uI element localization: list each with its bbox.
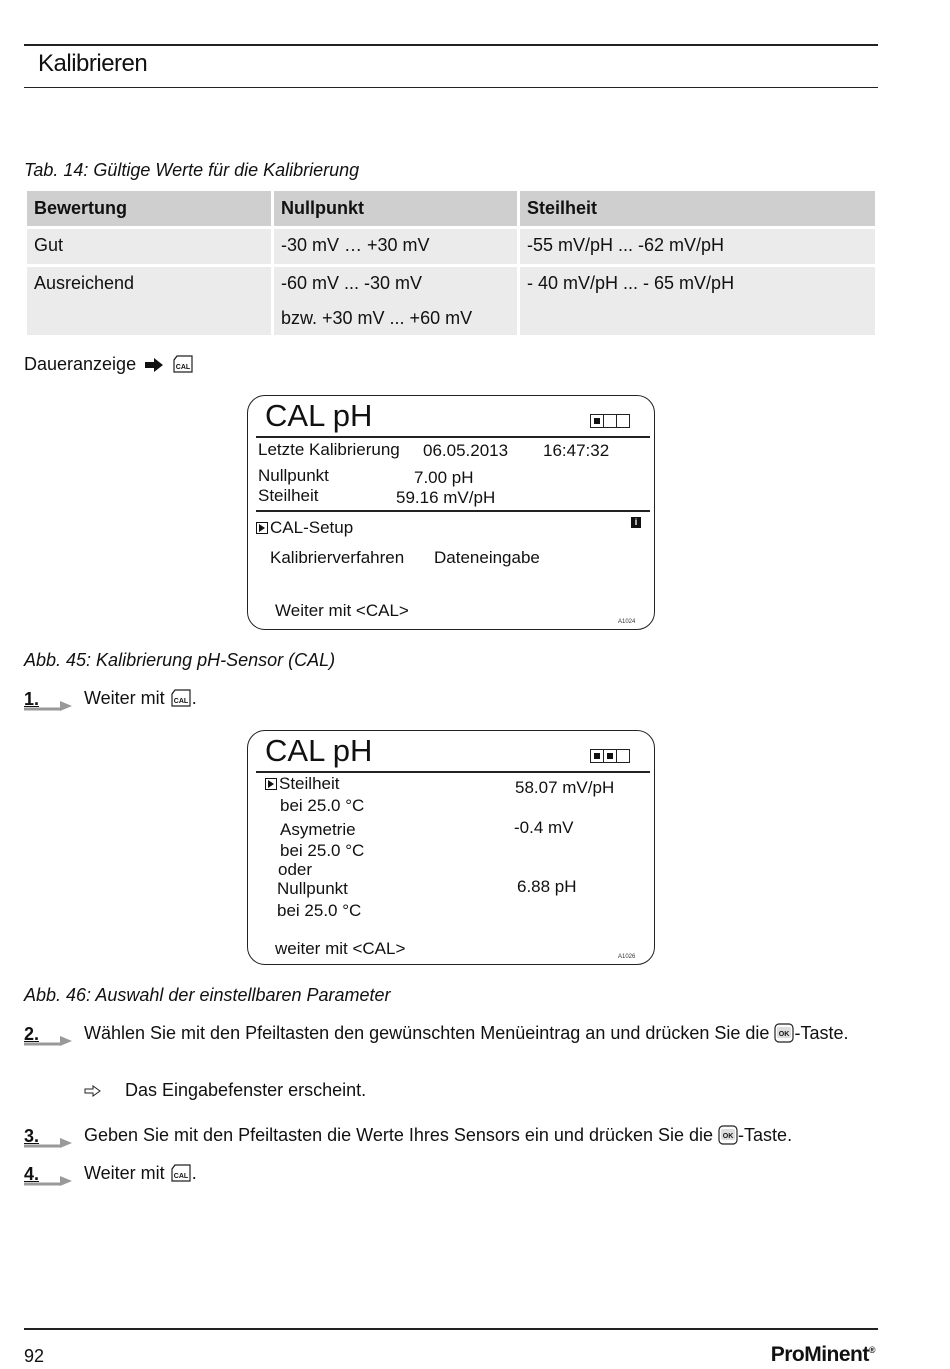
footer-rule [24,1328,878,1330]
display-divider [256,436,650,438]
header-rule-bottom [24,87,878,88]
figure-caption-46: Abb. 46: Auswahl der einstellbaren Parameter [24,985,391,1005]
last-calibration-time: 16:47:32 [543,441,610,460]
table-row [27,229,875,264]
figure-ref: A1026 [618,954,636,960]
table-cell-rating: Ausreichend [27,267,271,335]
step-arrow-icon [24,1135,74,1154]
table-caption: Tab. 14: Gültige Werte für die Kalibrierung [24,160,360,180]
selection-arrow-icon [256,522,268,534]
step-text-main: Wählen Sie mit den Pfeiltasten den gewünschten Menüeintrag an und drücken Sie die [84,1023,770,1043]
zero-point-label: Nullpunkt [258,466,329,485]
cal-key-icon [170,1163,192,1188]
svg-text:CAL: CAL [173,698,188,705]
step-text-main: Weiter mit [84,688,165,708]
slope-label: Steilheit [258,486,319,505]
menu-item-slope[interactable] [265,774,339,794]
page-dot [590,749,604,763]
table-cell-zero-point: -30 mV … +30 mV [274,229,517,264]
display-title: CAL pH [265,733,373,768]
slope-value: 58.07 mV/pH [515,778,615,797]
step-text-end: . [191,688,197,708]
step-number: 1. [24,689,40,709]
slope-label: Steilheit [279,774,340,793]
page-dot [603,414,617,428]
brand-minent: Minent [804,1343,869,1366]
page-dot [603,749,617,763]
step-text [84,1124,864,1150]
table-row [27,267,875,335]
svg-text:OK: OK [779,1031,790,1038]
figure-ref: A1024 [618,619,636,625]
zero-point-range-1: -60 mV ... -30 mV [281,273,423,293]
brand-logo [771,1343,875,1367]
table-header-rating: Bewertung [27,191,271,226]
display-title: CAL pH [265,398,373,433]
cal-key-icon [170,688,192,713]
table-header-slope: Steilheit [520,191,875,226]
step-number: 3. [24,1126,40,1146]
menu-item-asymmetry[interactable]: Asymetrie [280,820,356,839]
header-rule-top [24,44,878,46]
asymmetry-temperature: bei 25.0 °C [280,841,365,860]
step-arrow-icon [24,1173,74,1192]
step-text-main: Geben Sie mit den Pfeiltasten die Werte Ihres Sensors ein und drücken Sie die [84,1125,714,1145]
page-indicator [591,414,630,428]
zero-point-temperature: bei 25.0 °C [277,901,362,920]
table-cell-zero-point [274,267,517,335]
display-divider [256,771,650,773]
step-number: 4. [24,1164,40,1184]
zero-point-value: 6.88 pH [517,877,577,896]
step-text-end: -Taste. [738,1125,793,1145]
or-label: oder [278,860,313,879]
page-dot [616,414,630,428]
table-cell-rating: Gut [27,229,271,264]
continue-hint: weiter mit <CAL> [275,939,406,958]
svg-text:CAL: CAL [173,1173,188,1180]
step-text [84,1022,864,1048]
slope-value: 59.16 mV/pH [396,488,496,507]
arrow-right-icon [145,356,163,377]
step-result-text: Das Eingabefenster erscheint. [125,1080,367,1100]
svg-text:OK: OK [722,1133,734,1140]
lcd-display-parameters [247,730,655,965]
selection-arrow-icon [265,778,277,790]
table-cell-slope: - 40 mV/pH ... - 65 mV/pH [520,267,875,335]
lcd-display-cal [247,395,655,630]
table-header-zero-point: Nullpunkt [274,191,517,226]
option-data-entry[interactable]: Dateneingabe [434,548,540,567]
page-number: 92 [24,1346,45,1366]
figure-caption-45: Abb. 45: Kalibrierung pH-Sensor (CAL) [24,650,336,670]
zero-point-value: 7.00 pH [414,468,474,487]
brand-pro: Pro [770,1343,805,1366]
calibration-values-table [24,188,878,338]
zero-point-range-2: bzw. +30 mV ... +60 mV [281,308,473,328]
page-dot [590,414,604,428]
menu-item-cal-setup[interactable] [256,518,353,538]
step-text [84,687,864,713]
table-cell-slope: -55 mV/pH ... -62 mV/pH [520,229,875,264]
page-dot [616,749,630,763]
ok-key-icon [774,1023,794,1048]
ok-key-icon [718,1125,738,1150]
step-text-end: -Taste. [794,1023,849,1043]
brand-registered: ® [868,1345,875,1355]
display-divider [256,510,650,512]
menu-item-zero-point[interactable]: Nullpunkt [277,879,348,898]
svg-text:CAL: CAL [175,364,191,371]
step-text [84,1162,864,1188]
asymmetry-value: -0.4 mV [514,818,574,837]
continuous-display-line [24,354,194,379]
last-calibration-date: 06.05.2013 [423,441,509,460]
step-arrow-icon [24,1033,74,1052]
page-indicator [591,749,630,763]
continuous-display-label: Daueranzeige [24,354,137,374]
cal-key-icon [172,354,194,379]
option-calibration-method[interactable]: Kalibrierverfahren [270,548,405,567]
step-text-end: . [191,1163,197,1183]
cal-setup-label: CAL-Setup [270,518,354,537]
step-number: 2. [24,1024,40,1044]
info-icon: i [631,517,641,528]
result-arrow-icon [84,1084,102,1103]
slope-temperature: bei 25.0 °C [280,796,365,815]
page-title: Kalibrieren [38,50,148,77]
step-text-main: Weiter mit [84,1163,165,1183]
step-arrow-icon [24,698,74,717]
continue-hint: Weiter mit <CAL> [275,601,409,620]
last-calibration-label: Letzte Kalibrierung [258,440,400,459]
table-header-row [27,191,875,226]
